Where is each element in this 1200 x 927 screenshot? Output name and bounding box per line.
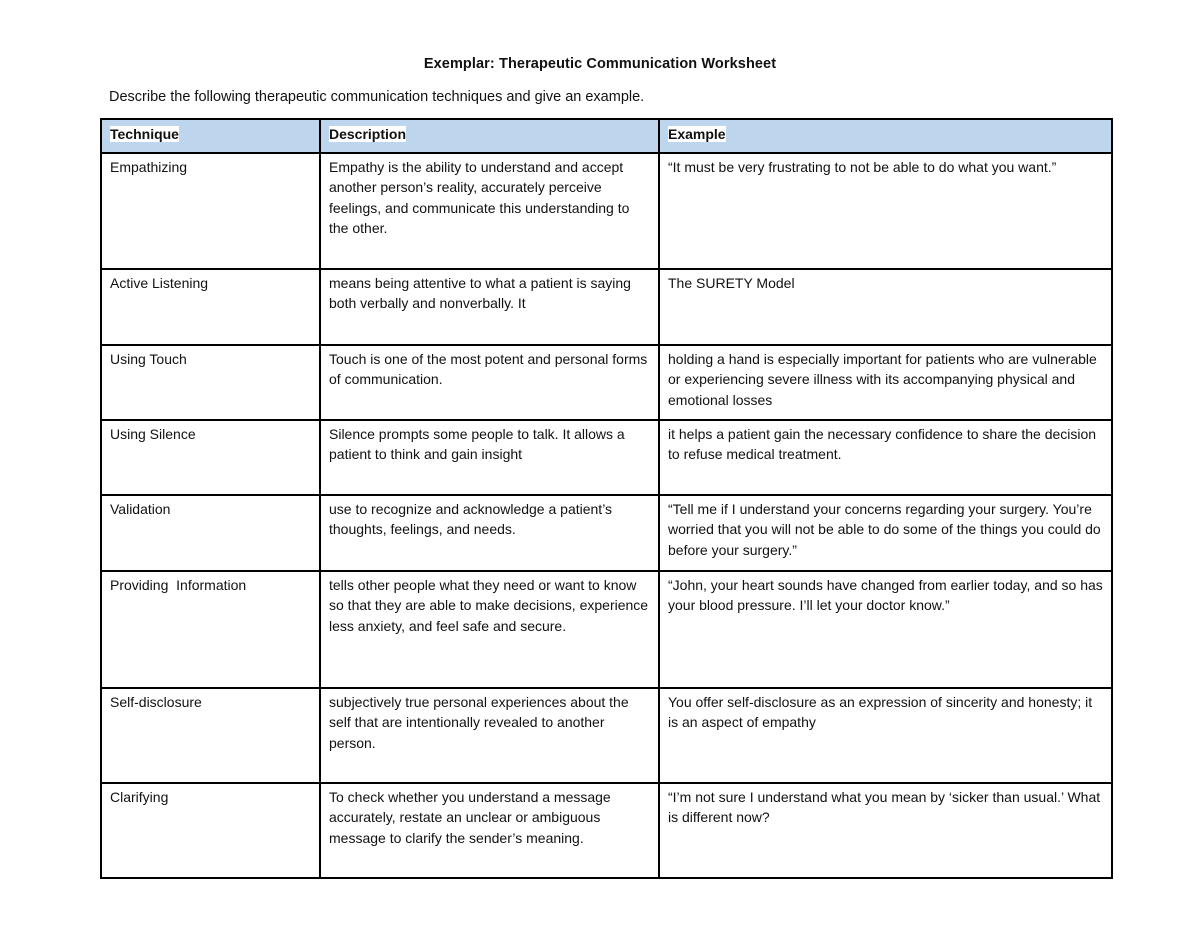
table-row [101,688,1112,783]
description-cell: means being attentive to what a patient is saying both verbally and nonverbally. It [320,269,659,345]
technique-cell: Empathizing [101,153,320,269]
header-technique: Technique [101,119,320,153]
technique-cell: Using Touch [101,345,320,420]
header-example: Example [659,119,1112,153]
example-cell: it helps a patient gain the necessary confidence to share the decision to refuse medical treatment. [659,420,1112,495]
table-row [101,269,1112,345]
example-cell: “I’m not sure I understand what you mean by ‘sicker than usual.’ What is different now? [659,783,1112,878]
technique-cell: Clarifying [101,783,320,878]
table-row [101,783,1112,878]
description-cell: subjectively true personal experiences about the self that are intentionally revealed to another person. [320,688,659,783]
example-cell: “It must be very frustrating to not be able to do what you want.” [659,153,1112,269]
technique-cell: Providing Information [101,571,320,688]
technique-cell: Active Listening [101,269,320,345]
table-row [101,345,1112,420]
instructions-text: Describe the following therapeutic communication techniques and give an example. [109,89,645,105]
example-cell: holding a hand is especially important for patients who are vulnerable or experiencing severe illness with its accompanying physical and emotional losses [659,345,1112,420]
worksheet-table [100,118,1113,879]
header-description: Description [320,119,659,153]
description-cell: tells other people what they need or want to know so that they are able to make decisions, experience less anxiety, and feel safe and secure. [320,571,659,688]
table-row [101,571,1112,688]
example-cell: “Tell me if I understand your concerns regarding your surgery. You’re worried that you will not be able to do some of the things you could do before your surgery.” [659,495,1112,571]
example-cell: The SURETY Model [659,269,1112,345]
description-cell: Silence prompts some people to talk. It allows a patient to think and gain insight [320,420,659,495]
description-cell: use to recognize and acknowledge a patient’s thoughts, feelings, and needs. [320,495,659,571]
example-cell: You offer self-disclosure as an expression of sincerity and honesty; it is an aspect of empathy [659,688,1112,783]
example-cell: “John, your heart sounds have changed from earlier today, and so has your blood pressure. I’ll let your doctor know.” [659,571,1112,688]
header-row [101,119,1112,153]
description-cell: To check whether you understand a message accurately, restate an unclear or ambiguous message to clarify the sender’s meaning. [320,783,659,878]
table-row [101,420,1112,495]
table-row [101,495,1112,571]
description-cell: Empathy is the ability to understand and accept another person’s reality, accurately perceive feelings, and communicate this understanding to the other. [320,153,659,269]
page-title: Exemplar: Therapeutic Communication Worksheet [423,56,777,72]
technique-cell: Validation [101,495,320,571]
technique-cell: Using Silence [101,420,320,495]
description-cell: Touch is one of the most potent and personal forms of communication. [320,345,659,420]
table-row [101,153,1112,269]
technique-cell: Self-disclosure [101,688,320,783]
